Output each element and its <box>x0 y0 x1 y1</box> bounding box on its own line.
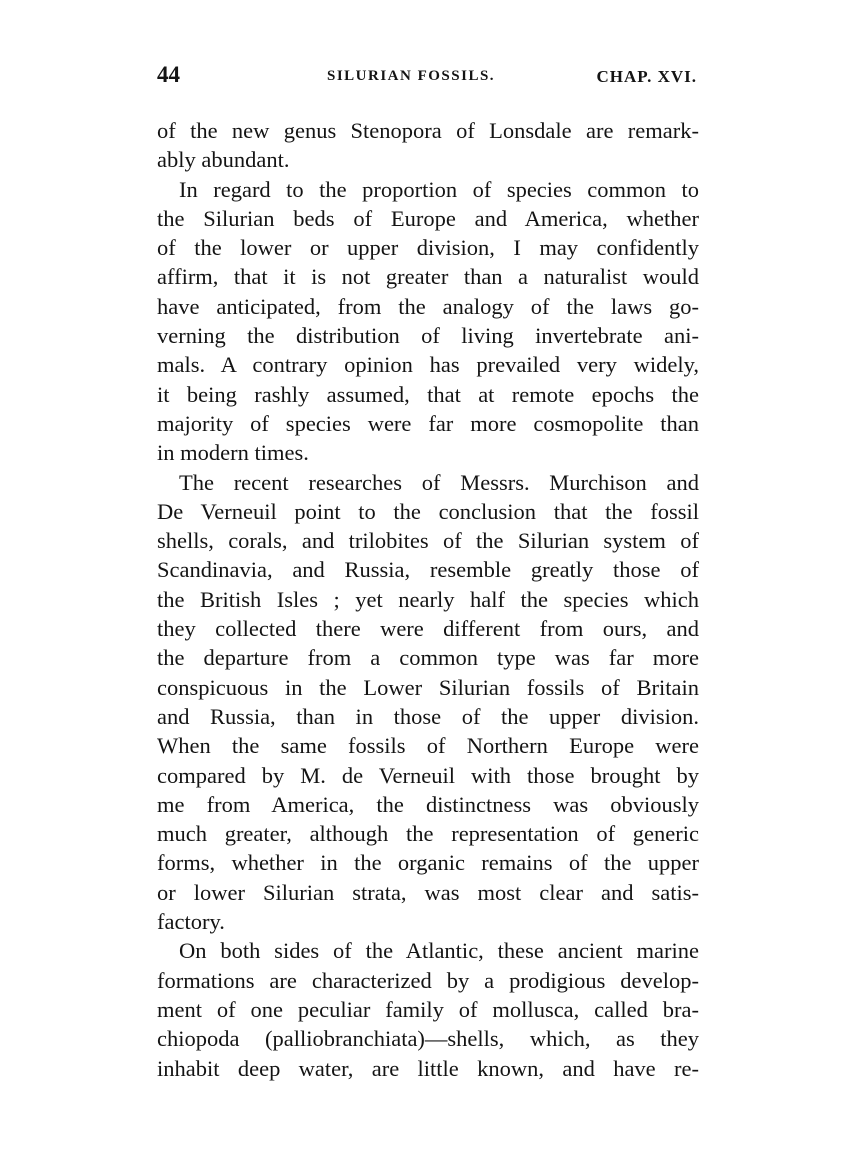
page-number: 44 <box>157 62 180 87</box>
text-line: majority of species were far more cosmopolite than <box>157 410 699 436</box>
text-line: it being rashly assumed, that at remote epochs the <box>157 381 699 407</box>
text-line: the British Isles ; yet nearly half the species which <box>157 586 699 612</box>
text-line: the departure from a common type was far more <box>157 645 699 671</box>
text-line: ment of one peculiar family of mollusca, called bra- <box>157 996 699 1022</box>
text-line: of the new genus Stenopora of Lonsdale are remark- <box>157 118 699 143</box>
text-line: The recent researches of Messrs. Murchison and <box>179 469 699 495</box>
text-line: formations are characterized by a prodigious develop- <box>157 967 699 993</box>
page-body <box>157 116 699 1083</box>
text-line: have anticipated, from the analogy of the laws go- <box>157 293 699 319</box>
paragraph <box>157 468 699 937</box>
text-line: factory. <box>157 909 225 935</box>
text-line: inhabit deep water, are little known, and have re- <box>157 1055 699 1081</box>
text-line: they collected there were different from ours, and <box>157 616 699 642</box>
text-line: or lower Silurian strata, was most clear and satis- <box>157 879 699 905</box>
text-line: In regard to the proportion of species common to <box>179 176 699 202</box>
text-line: forms, whether in the organic remains of the upper <box>157 850 699 876</box>
text-line: me from America, the distinctness was obviously <box>157 791 699 817</box>
text-line: verning the distribution of living invertebrate ani- <box>157 323 699 349</box>
paragraph <box>157 175 699 468</box>
text-line: conspicuous in the Lower Silurian fossils of Britain <box>157 674 699 700</box>
text-line: chiopoda (palliobranchiata)—shells, which, as they <box>157 1026 699 1052</box>
paragraph <box>157 936 699 1082</box>
text-line: much greater, although the representation of generic <box>157 821 699 847</box>
text-line: in modern times. <box>157 440 309 466</box>
text-line: the Silurian beds of Europe and America, whether <box>157 205 699 231</box>
text-line: De Verneuil point to the conclusion that the fossil <box>157 498 699 524</box>
text-line: mals. A contrary opinion has prevailed very widely, <box>157 352 699 378</box>
text-line: Scandinavia, and Russia, resemble greatly those of <box>157 557 699 583</box>
text-line: compared by M. de Verneuil with those brought by <box>157 762 699 788</box>
text-line: On both sides of the Atlantic, these ancient marine <box>179 938 699 964</box>
page-header <box>157 62 699 92</box>
paragraph <box>157 116 699 175</box>
running-head: SILURIAN FOSSILS. <box>327 68 496 84</box>
text-line: and Russia, than in those of the upper division. <box>157 703 699 729</box>
text-line: of the lower or upper division, I may confidently <box>157 235 699 261</box>
text-line: shells, corals, and trilobites of the Silurian system of <box>157 528 699 554</box>
text-line: When the same fossils of Northern Europe were <box>157 733 699 759</box>
chapter-heading: CHAP. XVI. <box>596 67 697 86</box>
text-line: ably abundant. <box>157 147 290 173</box>
text-line: affirm, that it is not greater than a naturalist would <box>157 264 699 290</box>
